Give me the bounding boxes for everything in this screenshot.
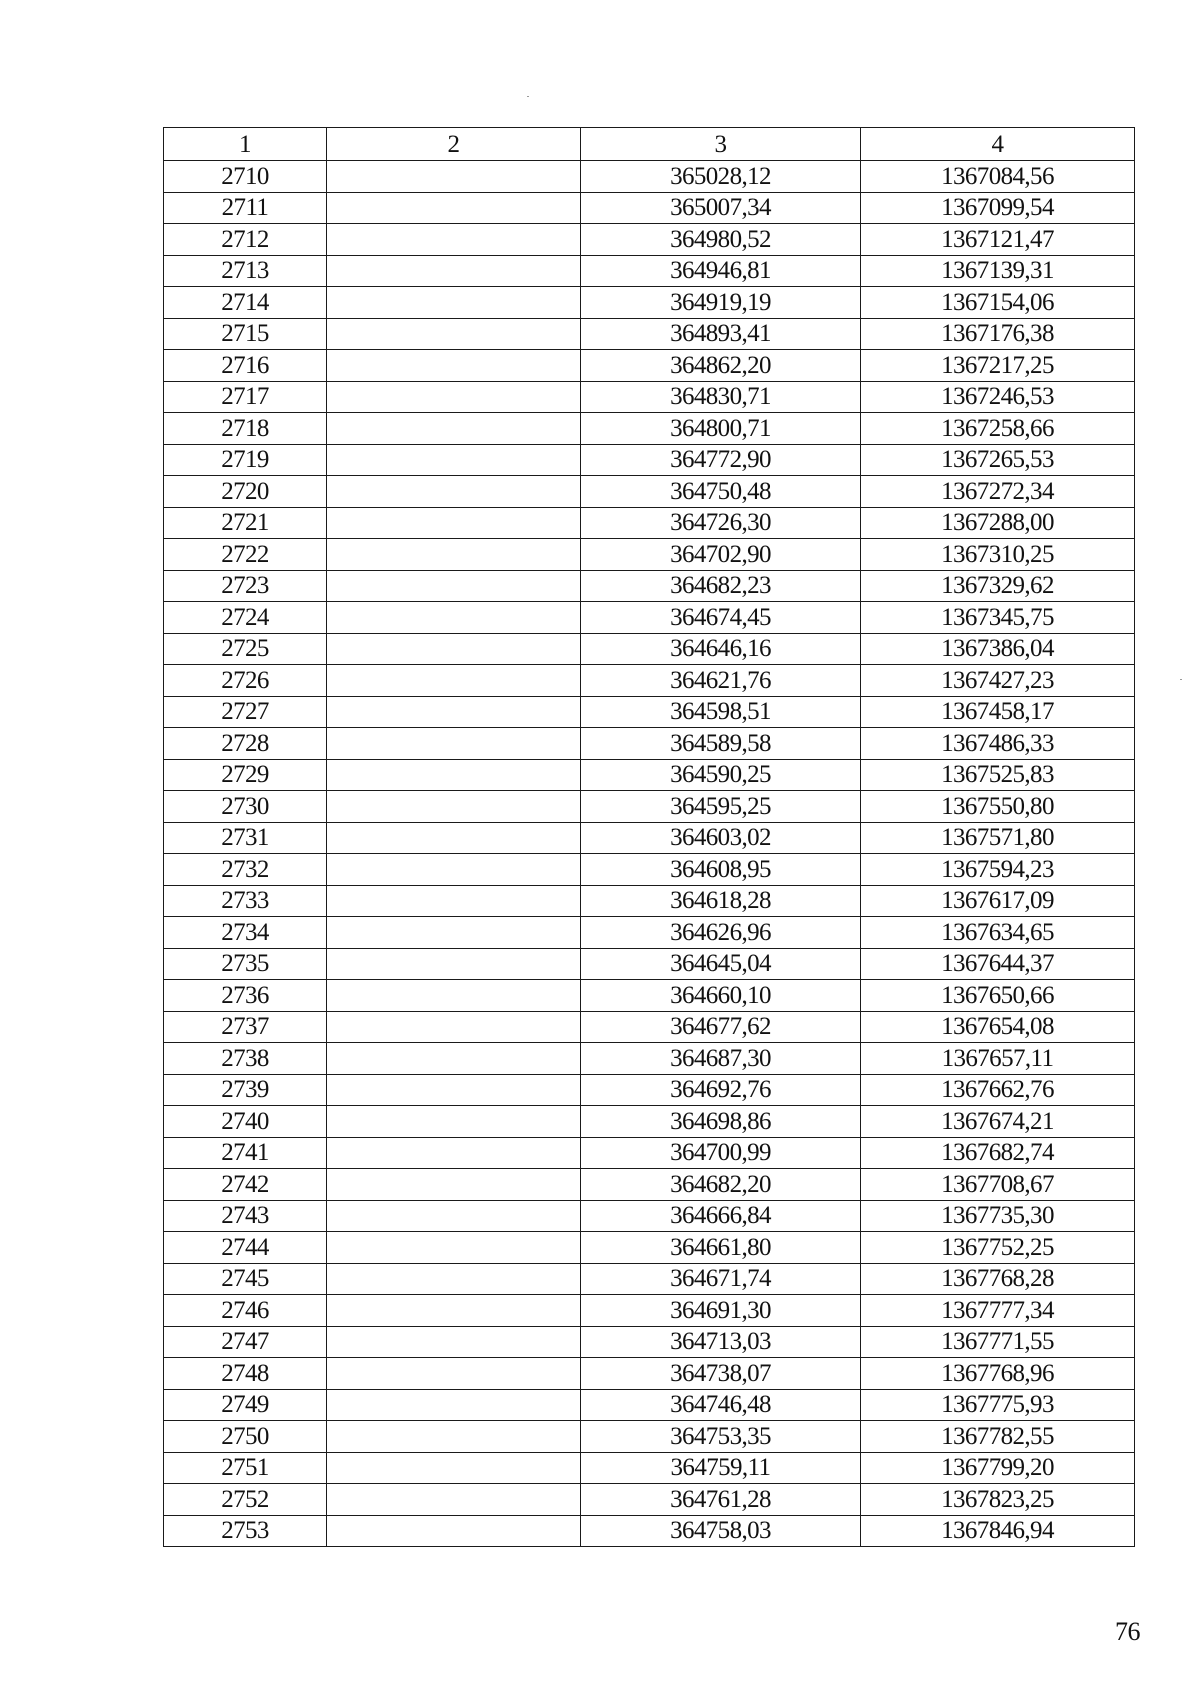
column-2-cell bbox=[327, 885, 581, 917]
point-number-cell: 2718 bbox=[164, 413, 327, 445]
y-coordinate-cell: 1367823,25 bbox=[861, 1484, 1135, 1516]
y-coordinate-cell: 1367571,80 bbox=[861, 822, 1135, 854]
column-2-cell bbox=[327, 1074, 581, 1106]
y-coordinate-cell: 1367427,23 bbox=[861, 665, 1135, 697]
y-coordinate-cell: 1367777,34 bbox=[861, 1295, 1135, 1327]
table-row bbox=[164, 1295, 1135, 1327]
table-row bbox=[164, 917, 1135, 949]
table-row bbox=[164, 1043, 1135, 1075]
y-coordinate-cell: 1367525,83 bbox=[861, 759, 1135, 791]
column-2-cell bbox=[327, 633, 581, 665]
table-row bbox=[164, 728, 1135, 760]
point-number-cell: 2735 bbox=[164, 948, 327, 980]
table-row bbox=[164, 350, 1135, 382]
point-number-cell: 2731 bbox=[164, 822, 327, 854]
y-coordinate-cell: 1367708,67 bbox=[861, 1169, 1135, 1201]
table-row bbox=[164, 759, 1135, 791]
y-coordinate-cell: 1367288,00 bbox=[861, 507, 1135, 539]
x-coordinate-cell: 364608,95 bbox=[581, 854, 861, 886]
y-coordinate-cell: 1367329,62 bbox=[861, 570, 1135, 602]
y-coordinate-cell: 1367139,31 bbox=[861, 255, 1135, 287]
y-coordinate-cell: 1367782,55 bbox=[861, 1421, 1135, 1453]
x-coordinate-cell: 364726,30 bbox=[581, 507, 861, 539]
column-2-cell bbox=[327, 570, 581, 602]
point-number-cell: 2733 bbox=[164, 885, 327, 917]
x-coordinate-cell: 364758,03 bbox=[581, 1515, 861, 1547]
point-number-cell: 2729 bbox=[164, 759, 327, 791]
point-number-cell: 2742 bbox=[164, 1169, 327, 1201]
x-coordinate-cell: 364598,51 bbox=[581, 696, 861, 728]
column-2-cell bbox=[327, 665, 581, 697]
table-row bbox=[164, 980, 1135, 1012]
y-coordinate-cell: 1367258,66 bbox=[861, 413, 1135, 445]
point-number-cell: 2728 bbox=[164, 728, 327, 760]
y-coordinate-cell: 1367650,66 bbox=[861, 980, 1135, 1012]
column-2-cell bbox=[327, 1043, 581, 1075]
column-2-cell bbox=[327, 1515, 581, 1547]
point-number-cell: 2727 bbox=[164, 696, 327, 728]
x-coordinate-cell: 364661,80 bbox=[581, 1232, 861, 1264]
x-coordinate-cell: 364645,04 bbox=[581, 948, 861, 980]
x-coordinate-cell: 364713,03 bbox=[581, 1326, 861, 1358]
y-coordinate-cell: 1367634,65 bbox=[861, 917, 1135, 949]
column-header-2: 2 bbox=[327, 128, 581, 161]
x-coordinate-cell: 364800,71 bbox=[581, 413, 861, 445]
x-coordinate-cell: 364692,76 bbox=[581, 1074, 861, 1106]
point-number-cell: 2750 bbox=[164, 1421, 327, 1453]
x-coordinate-cell: 364674,45 bbox=[581, 602, 861, 634]
column-2-cell bbox=[327, 1232, 581, 1264]
point-number-cell: 2719 bbox=[164, 444, 327, 476]
column-2-cell bbox=[327, 161, 581, 193]
point-number-cell: 2753 bbox=[164, 1515, 327, 1547]
table-row bbox=[164, 1137, 1135, 1169]
column-2-cell bbox=[327, 1295, 581, 1327]
point-number-cell: 2749 bbox=[164, 1389, 327, 1421]
x-coordinate-cell: 364626,96 bbox=[581, 917, 861, 949]
x-coordinate-cell: 364621,76 bbox=[581, 665, 861, 697]
table-row bbox=[164, 1452, 1135, 1484]
x-coordinate-cell: 364830,71 bbox=[581, 381, 861, 413]
point-number-cell: 2743 bbox=[164, 1200, 327, 1232]
table-row bbox=[164, 1011, 1135, 1043]
table-row bbox=[164, 1074, 1135, 1106]
x-coordinate-cell: 364702,90 bbox=[581, 539, 861, 571]
x-coordinate-cell: 365007,34 bbox=[581, 192, 861, 224]
table-row bbox=[164, 507, 1135, 539]
column-2-cell bbox=[327, 539, 581, 571]
table-row bbox=[164, 1358, 1135, 1390]
point-number-cell: 2710 bbox=[164, 161, 327, 193]
column-header-1: 1 bbox=[164, 128, 327, 161]
point-number-cell: 2730 bbox=[164, 791, 327, 823]
point-number-cell: 2737 bbox=[164, 1011, 327, 1043]
table-row bbox=[164, 1515, 1135, 1547]
table-row bbox=[164, 633, 1135, 665]
table-row bbox=[164, 539, 1135, 571]
x-coordinate-cell: 365028,12 bbox=[581, 161, 861, 193]
table-row bbox=[164, 1326, 1135, 1358]
x-coordinate-cell: 364753,35 bbox=[581, 1421, 861, 1453]
table-row bbox=[164, 1389, 1135, 1421]
x-coordinate-cell: 364682,20 bbox=[581, 1169, 861, 1201]
y-coordinate-cell: 1367458,17 bbox=[861, 696, 1135, 728]
column-2-cell bbox=[327, 1452, 581, 1484]
table-row bbox=[164, 1421, 1135, 1453]
point-number-cell: 2741 bbox=[164, 1137, 327, 1169]
column-2-cell bbox=[327, 192, 581, 224]
column-2-cell bbox=[327, 602, 581, 634]
y-coordinate-cell: 1367594,23 bbox=[861, 854, 1135, 886]
column-2-cell bbox=[327, 350, 581, 382]
table-row bbox=[164, 318, 1135, 350]
point-number-cell: 2747 bbox=[164, 1326, 327, 1358]
column-2-cell bbox=[327, 1137, 581, 1169]
y-coordinate-cell: 1367654,08 bbox=[861, 1011, 1135, 1043]
point-number-cell: 2734 bbox=[164, 917, 327, 949]
table-body bbox=[164, 161, 1135, 1547]
x-coordinate-cell: 364590,25 bbox=[581, 759, 861, 791]
y-coordinate-cell: 1367217,25 bbox=[861, 350, 1135, 382]
point-number-cell: 2744 bbox=[164, 1232, 327, 1264]
point-number-cell: 2732 bbox=[164, 854, 327, 886]
column-header-3: 3 bbox=[581, 128, 861, 161]
y-coordinate-cell: 1367735,30 bbox=[861, 1200, 1135, 1232]
x-coordinate-cell: 364761,28 bbox=[581, 1484, 861, 1516]
point-number-cell: 2715 bbox=[164, 318, 327, 350]
point-number-cell: 2746 bbox=[164, 1295, 327, 1327]
y-coordinate-cell: 1367310,25 bbox=[861, 539, 1135, 571]
x-coordinate-cell: 364646,16 bbox=[581, 633, 861, 665]
y-coordinate-cell: 1367768,28 bbox=[861, 1263, 1135, 1295]
table-row bbox=[164, 224, 1135, 256]
table-row bbox=[164, 1484, 1135, 1516]
table-row bbox=[164, 255, 1135, 287]
column-2-cell bbox=[327, 1421, 581, 1453]
x-coordinate-cell: 364589,58 bbox=[581, 728, 861, 760]
column-2-cell bbox=[327, 791, 581, 823]
y-coordinate-cell: 1367768,96 bbox=[861, 1358, 1135, 1390]
column-2-cell bbox=[327, 507, 581, 539]
column-2-cell bbox=[327, 444, 581, 476]
x-coordinate-cell: 364759,11 bbox=[581, 1452, 861, 1484]
y-coordinate-cell: 1367386,04 bbox=[861, 633, 1135, 665]
column-header-4: 4 bbox=[861, 128, 1135, 161]
column-2-cell bbox=[327, 696, 581, 728]
point-number-cell: 2713 bbox=[164, 255, 327, 287]
point-number-cell: 2721 bbox=[164, 507, 327, 539]
table-row bbox=[164, 1232, 1135, 1264]
point-number-cell: 2736 bbox=[164, 980, 327, 1012]
x-coordinate-cell: 364618,28 bbox=[581, 885, 861, 917]
y-coordinate-cell: 1367265,53 bbox=[861, 444, 1135, 476]
x-coordinate-cell: 364660,10 bbox=[581, 980, 861, 1012]
header-row bbox=[164, 128, 1135, 161]
x-coordinate-cell: 364980,52 bbox=[581, 224, 861, 256]
column-2-cell bbox=[327, 224, 581, 256]
table-row bbox=[164, 948, 1135, 980]
table-row bbox=[164, 791, 1135, 823]
column-2-cell bbox=[327, 1011, 581, 1043]
point-number-cell: 2745 bbox=[164, 1263, 327, 1295]
point-number-cell: 2717 bbox=[164, 381, 327, 413]
table-row bbox=[164, 381, 1135, 413]
x-coordinate-cell: 364893,41 bbox=[581, 318, 861, 350]
column-2-cell bbox=[327, 1389, 581, 1421]
point-number-cell: 2725 bbox=[164, 633, 327, 665]
x-coordinate-cell: 364691,30 bbox=[581, 1295, 861, 1327]
x-coordinate-cell: 364946,81 bbox=[581, 255, 861, 287]
x-coordinate-cell: 364862,20 bbox=[581, 350, 861, 382]
y-coordinate-cell: 1367644,37 bbox=[861, 948, 1135, 980]
x-coordinate-cell: 364919,19 bbox=[581, 287, 861, 319]
table-row bbox=[164, 161, 1135, 193]
x-coordinate-cell: 364738,07 bbox=[581, 1358, 861, 1390]
column-2-cell bbox=[327, 381, 581, 413]
x-coordinate-cell: 364603,02 bbox=[581, 822, 861, 854]
x-coordinate-cell: 364682,23 bbox=[581, 570, 861, 602]
column-2-cell bbox=[327, 854, 581, 886]
column-2-cell bbox=[327, 728, 581, 760]
point-number-cell: 2720 bbox=[164, 476, 327, 508]
y-coordinate-cell: 1367154,06 bbox=[861, 287, 1135, 319]
point-number-cell: 2723 bbox=[164, 570, 327, 602]
point-number-cell: 2712 bbox=[164, 224, 327, 256]
x-coordinate-cell: 364666,84 bbox=[581, 1200, 861, 1232]
column-2-cell bbox=[327, 1358, 581, 1390]
scan-speck bbox=[1180, 679, 1182, 680]
table-row bbox=[164, 1263, 1135, 1295]
point-number-cell: 2738 bbox=[164, 1043, 327, 1075]
column-2-cell bbox=[327, 822, 581, 854]
y-coordinate-cell: 1367682,74 bbox=[861, 1137, 1135, 1169]
table-row bbox=[164, 665, 1135, 697]
column-2-cell bbox=[327, 287, 581, 319]
column-2-cell bbox=[327, 413, 581, 445]
y-coordinate-cell: 1367099,54 bbox=[861, 192, 1135, 224]
column-2-cell bbox=[327, 1484, 581, 1516]
point-number-cell: 2716 bbox=[164, 350, 327, 382]
table-row bbox=[164, 1106, 1135, 1138]
x-coordinate-cell: 364687,30 bbox=[581, 1043, 861, 1075]
x-coordinate-cell: 364772,90 bbox=[581, 444, 861, 476]
table-row bbox=[164, 696, 1135, 728]
column-2-cell bbox=[327, 255, 581, 287]
table-row bbox=[164, 413, 1135, 445]
y-coordinate-cell: 1367272,34 bbox=[861, 476, 1135, 508]
y-coordinate-cell: 1367771,55 bbox=[861, 1326, 1135, 1358]
y-coordinate-cell: 1367657,11 bbox=[861, 1043, 1135, 1075]
point-number-cell: 2724 bbox=[164, 602, 327, 634]
y-coordinate-cell: 1367176,38 bbox=[861, 318, 1135, 350]
column-2-cell bbox=[327, 318, 581, 350]
table-row bbox=[164, 192, 1135, 224]
y-coordinate-cell: 1367662,76 bbox=[861, 1074, 1135, 1106]
table-row bbox=[164, 885, 1135, 917]
y-coordinate-cell: 1367674,21 bbox=[861, 1106, 1135, 1138]
scan-speck bbox=[527, 96, 529, 97]
column-2-cell bbox=[327, 1169, 581, 1201]
table-row bbox=[164, 476, 1135, 508]
y-coordinate-cell: 1367486,33 bbox=[861, 728, 1135, 760]
x-coordinate-cell: 364746,48 bbox=[581, 1389, 861, 1421]
point-number-cell: 2748 bbox=[164, 1358, 327, 1390]
y-coordinate-cell: 1367084,56 bbox=[861, 161, 1135, 193]
y-coordinate-cell: 1367799,20 bbox=[861, 1452, 1135, 1484]
point-number-cell: 2739 bbox=[164, 1074, 327, 1106]
y-coordinate-cell: 1367617,09 bbox=[861, 885, 1135, 917]
column-2-cell bbox=[327, 980, 581, 1012]
x-coordinate-cell: 364700,99 bbox=[581, 1137, 861, 1169]
column-2-cell bbox=[327, 1263, 581, 1295]
table-row bbox=[164, 1200, 1135, 1232]
table-row bbox=[164, 602, 1135, 634]
table-row bbox=[164, 287, 1135, 319]
table-row bbox=[164, 1169, 1135, 1201]
page-number: 76 bbox=[1115, 1617, 1140, 1646]
point-number-cell: 2726 bbox=[164, 665, 327, 697]
column-2-cell bbox=[327, 948, 581, 980]
point-number-cell: 2752 bbox=[164, 1484, 327, 1516]
point-number-cell: 2722 bbox=[164, 539, 327, 571]
column-2-cell bbox=[327, 476, 581, 508]
table-header bbox=[164, 128, 1135, 161]
point-number-cell: 2711 bbox=[164, 192, 327, 224]
table-row bbox=[164, 822, 1135, 854]
column-2-cell bbox=[327, 917, 581, 949]
table-row bbox=[164, 444, 1135, 476]
x-coordinate-cell: 364671,74 bbox=[581, 1263, 861, 1295]
point-number-cell: 2714 bbox=[164, 287, 327, 319]
y-coordinate-cell: 1367550,80 bbox=[861, 791, 1135, 823]
y-coordinate-cell: 1367345,75 bbox=[861, 602, 1135, 634]
y-coordinate-cell: 1367775,93 bbox=[861, 1389, 1135, 1421]
y-coordinate-cell: 1367121,47 bbox=[861, 224, 1135, 256]
y-coordinate-cell: 1367846,94 bbox=[861, 1515, 1135, 1547]
coordinates-table bbox=[163, 127, 1135, 1547]
column-2-cell bbox=[327, 1106, 581, 1138]
column-2-cell bbox=[327, 1200, 581, 1232]
column-2-cell bbox=[327, 759, 581, 791]
point-number-cell: 2751 bbox=[164, 1452, 327, 1484]
y-coordinate-cell: 1367246,53 bbox=[861, 381, 1135, 413]
table-row bbox=[164, 570, 1135, 602]
x-coordinate-cell: 364698,86 bbox=[581, 1106, 861, 1138]
y-coordinate-cell: 1367752,25 bbox=[861, 1232, 1135, 1264]
table-row bbox=[164, 854, 1135, 886]
x-coordinate-cell: 364750,48 bbox=[581, 476, 861, 508]
point-number-cell: 2740 bbox=[164, 1106, 327, 1138]
x-coordinate-cell: 364677,62 bbox=[581, 1011, 861, 1043]
x-coordinate-cell: 364595,25 bbox=[581, 791, 861, 823]
column-2-cell bbox=[327, 1326, 581, 1358]
